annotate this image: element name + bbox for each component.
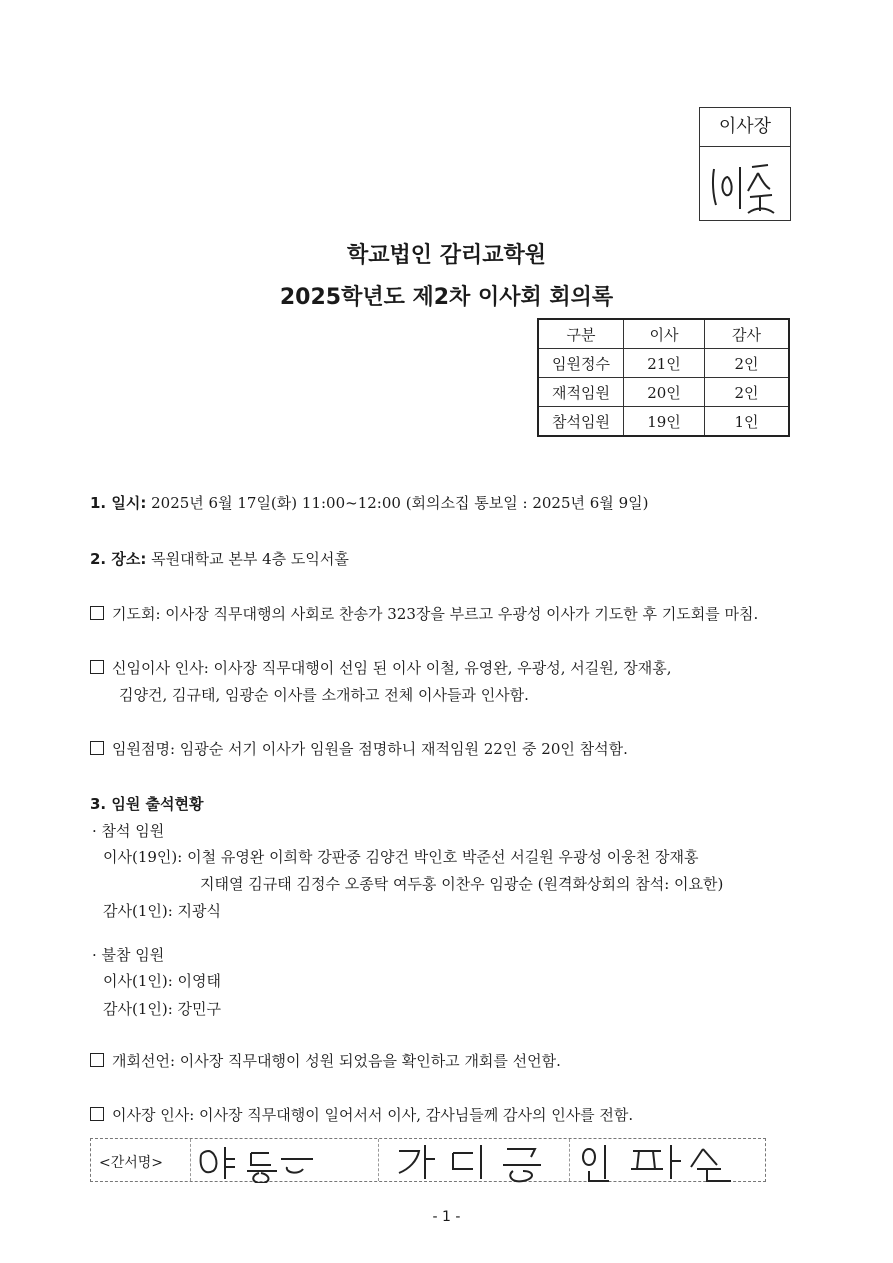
absent-heading: · 불참 임원 [92,946,165,964]
table-row [538,407,789,437]
table-row [538,378,789,407]
table-cell: 구분 [538,319,624,349]
page-number: - 1 - [432,1209,461,1225]
new-directors-item [90,657,672,678]
greeting-text: 이사장 인사: 이사장 직무대행이 일어서서 이사, 감사님들께 감사의 인사를 전함. [112,1106,634,1124]
present-auditor: 감사(1인): 지광식 [103,902,222,920]
opening-item [90,1050,561,1071]
table-cell: 19인 [624,407,705,437]
place-label: 2. 장소: [90,550,147,568]
absent-auditor: 감사(1인): 강민구 [103,1000,222,1018]
table-cell: 2인 [705,349,790,378]
table-cell: 1인 [705,407,790,437]
opening-text: 개회선언: 이사장 직무대행이 성원 되었음을 확인하고 개회를 선언함. [112,1052,561,1070]
officer-stats-table [537,318,790,437]
prayer-item [90,603,758,624]
date-label: 1. 일시: [90,494,147,512]
table-cell: 이사 [624,319,705,349]
table-cell: 2인 [705,378,790,407]
table-cell: 임원정수 [538,349,624,378]
checkbox-icon [90,1107,104,1121]
signature-label: <간서명> [99,1155,164,1171]
signature-row [90,1138,766,1182]
meeting-date [90,492,648,513]
handwritten-signatures [191,1139,767,1183]
new-directors-text-1: 신임이사 인사: 이사장 직무대행이 선임 된 이사 이철, 유영완, 우광성, 서길원, 장재홍, [112,659,672,677]
table-cell: 참석임원 [538,407,624,437]
present-directors-2: 지태열 김규태 김정수 오종탁 여두홍 이찬우 임광순 (원격화상회의 참석: 이요한) [200,875,724,893]
approval-stamp-box [699,107,791,221]
date-value: 2025년 6월 17일(화) 11:00~12:00 (회의소집 통보일 : 2025년 6월 9일) [151,494,649,512]
rollcall-item [90,738,628,759]
table-header-row [538,319,789,349]
place-value: 목원대학교 본부 4층 도익서홀 [151,550,349,568]
meeting-place [90,548,349,569]
checkbox-icon [90,1053,104,1067]
checkbox-icon [90,660,104,674]
checkbox-icon [90,606,104,620]
present-heading: · 참석 임원 [92,822,165,840]
checkbox-icon [90,741,104,755]
table-row [538,349,789,378]
table-cell: 21인 [624,349,705,378]
absent-director: 이사(1인): 이영태 [103,972,222,990]
table-cell: 감사 [705,319,790,349]
document-title-line1: 학교법인 감리교학원 [347,243,546,268]
chairman-signature [700,147,790,221]
prayer-text: 기도회: 이사장 직무대행의 사회로 찬송가 323장을 부르고 우광성 이사가 기도한 후 기도회를 마침. [112,605,759,623]
table-cell: 재적임원 [538,378,624,407]
table-cell: 20인 [624,378,705,407]
document-title-line2: 2025학년도 제2차 이사회 회의록 [279,285,614,310]
rollcall-text: 임원점명: 임광순 서기 이사가 임원을 점명하니 재적임원 22인 중 20인 참석함. [112,740,628,758]
present-directors-1: 이사(19인): 이철 유영완 이희학 강판중 김양건 박인호 박준선 서길원 우광성 이웅천 장재홍 [103,848,699,866]
approval-title: 이사장 [700,108,790,147]
attendance-heading: 3. 임원 출석현황 [90,795,204,813]
greeting-item [90,1104,633,1125]
new-directors-text-2: 김양건, 김규태, 임광순 이사를 소개하고 전체 이사들과 인사함. [119,686,529,704]
